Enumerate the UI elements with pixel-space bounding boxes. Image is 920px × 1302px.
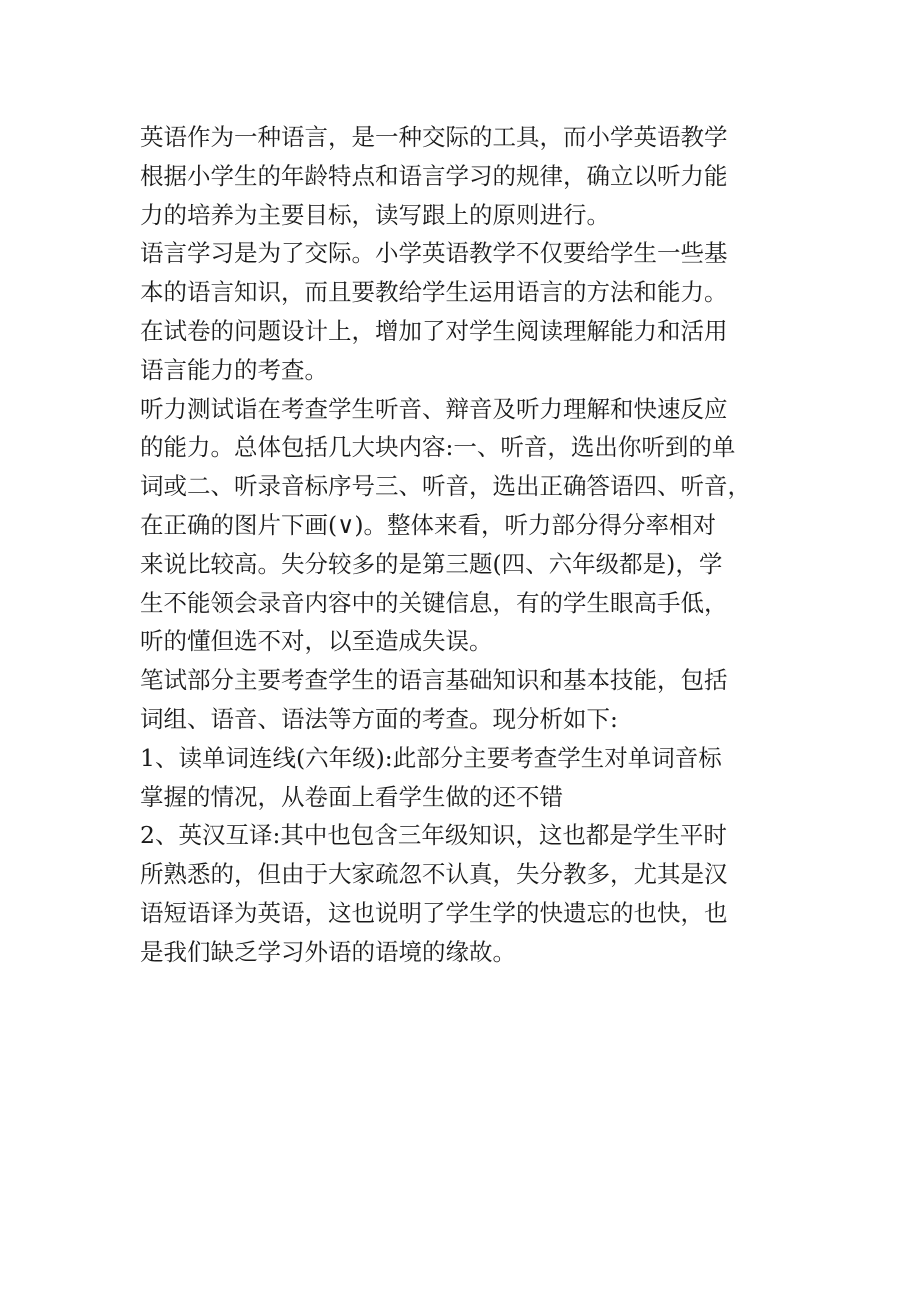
text-line: 是我们缺乏学习外语的语境的缘故。 — [140, 937, 516, 966]
paragraph-written-test — [140, 661, 780, 739]
text-line: 2、英汉互译:其中也包含三年级知识，这也都是学生平时 — [140, 821, 727, 850]
text-line: 力的培养为主要目标，读写跟上的原则进行。 — [140, 200, 610, 229]
paragraph-english-as-communication-tool — [140, 118, 780, 234]
text-line: 生不能领会录音内容中的关键信息，有的学生眼高手低， — [140, 588, 728, 617]
paragraph-language-for-communication — [140, 234, 780, 389]
paragraph-item-1-word-matching — [140, 739, 780, 817]
paragraph-listening-test — [140, 390, 780, 662]
text-line: 的能力。总体包括几大块内容:一、听音，选出你听到的单 — [140, 433, 736, 462]
text-line: 本的语言知识，而且要教给学生运用语言的方法和能力。 — [140, 278, 728, 307]
paragraph-item-2-translation — [140, 816, 780, 971]
text-line: 笔试部分主要考查学生的语言基础知识和基本技能，包括 — [140, 666, 728, 695]
document-body — [140, 118, 780, 972]
text-line: 语言能力的考查。 — [140, 355, 328, 384]
text-line: 词或二、听录音标序号三、听音，选出正确答语四、听音， — [140, 472, 751, 501]
text-line: 1、读单词连线(六年级):此部分主要考查学生对单词音标 — [140, 743, 722, 772]
text-line: 语短语译为英语，这也说明了学生学的快遗忘的也快，也 — [140, 898, 728, 927]
text-line: 掌握的情况，从卷面上看学生做的还不错 — [140, 782, 563, 811]
text-line: 听的懂但选不对，以至造成失误。 — [140, 627, 493, 656]
text-line: 在正确的图片下画(∨)。整体来看，听力部分得分率相对 — [140, 510, 717, 539]
text-line: 根据小学生的年龄特点和语言学习的规律，确立以听力能 — [140, 161, 728, 190]
text-line: 语言学习是为了交际。小学英语教学不仅要给学生一些基 — [140, 239, 728, 268]
text-line: 词组、语音、语法等方面的考查。现分析如下: — [140, 704, 618, 733]
text-line: 英语作为一种语言，是一种交际的工具，而小学英语教学 — [140, 123, 728, 151]
text-line: 来说比较高。失分较多的是第三题(四、六年级都是)，学 — [140, 549, 723, 578]
text-line: 在试卷的问题设计上，增加了对学生阅读理解能力和活用 — [140, 316, 728, 345]
text-line: 所熟悉的，但由于大家疏忽不认真，失分教多，尤其是汉 — [140, 860, 728, 889]
text-line: 听力测试诣在考查学生听音、辩音及听力理解和快速反应 — [140, 394, 728, 423]
